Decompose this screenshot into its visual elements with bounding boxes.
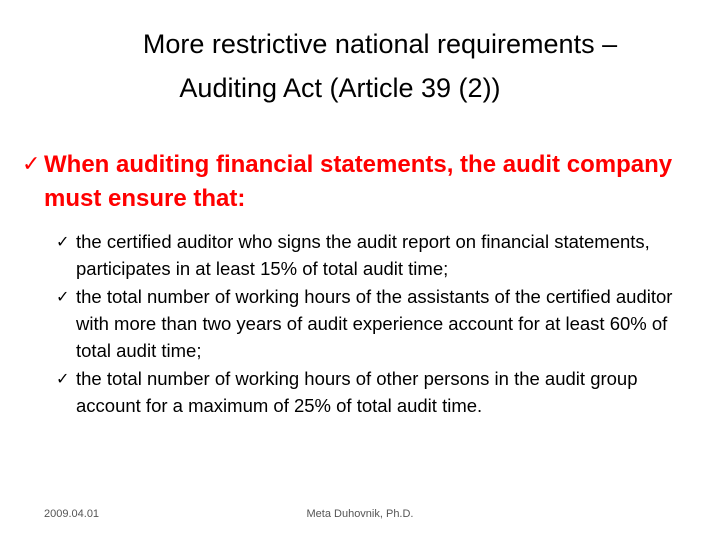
list-item-text: the certified auditor who signs the audit report on financial statements, participates in at least 15% of total audit time; bbox=[76, 231, 650, 279]
slide-title bbox=[30, 22, 690, 110]
list-item bbox=[56, 228, 686, 282]
check-icon: ✓ bbox=[56, 232, 70, 251]
check-icon: ✓ bbox=[56, 369, 70, 388]
check-icon: ✓ bbox=[22, 152, 41, 177]
check-icon: ✓ bbox=[56, 287, 70, 306]
footer-author: Meta Duhovnik, Ph.D. bbox=[306, 508, 414, 520]
requirements-list bbox=[56, 228, 686, 420]
list-item bbox=[56, 365, 686, 419]
slide-title-line-2: Auditing Act (Article 39 (2)) bbox=[179, 73, 501, 103]
list-item-text: the total number of working hours of the assistants of the certified auditor with more than two years of audit experience account for at least 60% of total audit time; bbox=[76, 286, 673, 361]
list-item bbox=[56, 283, 686, 364]
list-item-text: the total number of working hours of other persons in the audit group account for a maximum of 25% of total audit time. bbox=[76, 368, 638, 416]
slide-title-line-1: More restrictive national requirements – bbox=[142, 29, 618, 59]
footer-date: 2009.04.01 bbox=[44, 508, 100, 520]
main-point bbox=[22, 148, 702, 216]
main-point-text: When auditing financial statements, the audit company must ensure that: bbox=[44, 151, 673, 212]
